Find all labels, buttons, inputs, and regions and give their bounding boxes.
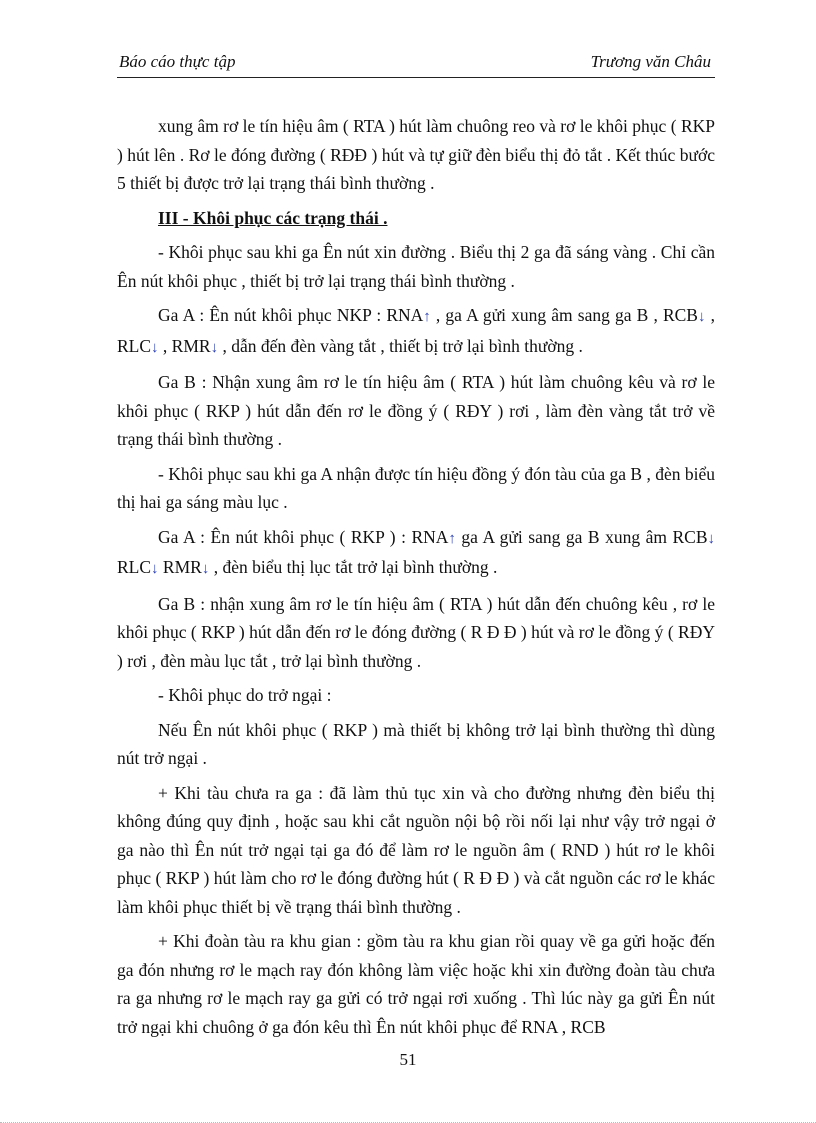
text-run: RMR: [158, 557, 202, 577]
paragraph: xung âm rơ le tín hiệu âm ( RTA ) hút làm chuông reo và rơ le khôi phục ( RKP ) hút lên . Rơ le đóng đường ( RĐĐ ) hút và tự giữ đèn biểu thị đỏ tắt . Kết thúc bước 5 thiết bị được trở lại trạng thái bình thường .: [117, 116, 715, 193]
paragraph: + Khi tàu chưa ra ga : đã làm thủ tục xin và cho đường nhưng đèn biểu thị không đúng quy định , hoặc sau khi cắt nguồn nội bộ rồi nối lại như vậy trở ngại ở ga nào thì Ên nút trở ngại tại ga đó để làm rơ le nguồn âm ( RND ) hút rơ le khôi phục ( RKP ) hút làm cho rơ le đóng đường hút ( R Đ Đ ) và cắt nguồn các rơ le khác làm khôi phục thiết bị về trạng thái bình thường .: [117, 782, 715, 917]
header-author: Trương văn Châu: [590, 52, 711, 71]
arrow-up-icon: ↑: [423, 309, 431, 325]
text-run: , ga A gửi xung âm sang ga B , RCB: [430, 305, 698, 325]
paragraph-ga-a-2: [117, 523, 715, 584]
text-run: , dẫn đến đèn vàng tắt , thiết bị trở lại bình thường .: [218, 335, 583, 356]
arrow-down-icon: ↓: [151, 561, 159, 577]
header-divider: [117, 77, 715, 78]
text-run: Ga A : Ên nút khôi phục ( RKP ) : RNA: [158, 526, 449, 547]
arrow-down-icon: ↓: [697, 309, 706, 325]
paragraph: - Khôi phục sau khi ga Ên nút xin đường . Biểu thị 2 ga đã sáng vàng . Chỉ cần Ên nút khôi phục , thiết bị trở lại trạng thái bình thường .: [117, 242, 715, 291]
paragraph: Ga B : Nhận xung âm rơ le tín hiệu âm ( RTA ) hút làm chuông kêu và rơ le khôi phục ( RKP ) hút dẫn đến rơ le đồng ý ( RĐY ) rơi , làm đèn vàng tắt trở về trạng thái bình thường .: [117, 372, 715, 449]
paragraph: - Khôi phục sau khi ga A nhận được tín hiệu đồng ý đón tàu của ga B , đèn biểu thị hai ga sáng màu lục .: [117, 463, 715, 512]
text-run: , RLC: [117, 305, 715, 356]
section-heading-text: III - Khôi phục các trạng thái .: [158, 207, 388, 228]
arrow-down-icon: ↓: [707, 530, 715, 547]
document-body: [117, 112, 715, 1047]
arrow-up-icon: ↑: [448, 530, 456, 547]
text-run: , đèn biểu thị lục tắt trở lại bình thường .: [209, 557, 498, 577]
section-heading: [117, 204, 715, 233]
paragraph: + Khi đoàn tàu ra khu gian : gồm tàu ra khu gian rồi quay về ga gửi hoặc đến ga đón nhưng rơ le mạch ray đón không làm việc hoặc khi xin đường đoàn tàu chưa ra ga nhưng rơ le mạch ray ga gửi có trở ngại rơi xuống . Thì lúc này ga gửi Ên nút trở ngại khi chuông ở ga đón kêu thì Ên nút khôi phục để RNA , RCB: [117, 931, 715, 1037]
arrow-down-icon: ↓: [151, 339, 159, 356]
header-report-title: Báo cáo thực tập: [119, 52, 236, 71]
page-header: [119, 52, 713, 76]
page-number: 51: [399, 1050, 417, 1069]
text-run: RLC: [117, 557, 152, 577]
text-run: , RMR: [158, 335, 211, 356]
paragraph: - Khôi phục do trở ngại :: [158, 685, 332, 705]
paragraph: Nếu Ên nút khôi phục ( RKP ) mà thiết bị không trở lại bình thường thì dùng nút trở ngại .: [117, 719, 715, 768]
text-run: Ga A : Ên nút khôi phục NKP : RNA: [158, 305, 424, 325]
arrow-down-icon: ↓: [201, 561, 210, 577]
paragraph: Ga B : nhận xung âm rơ le tín hiệu âm ( RTA ) hút dẫn đến chuông kêu , rơ le khôi phục ( RKP ) hút dẫn đến rơ le đóng đường ( R Đ Đ ) hút và rơ le đồng ý ( RĐY ) rơi , đèn màu lục tắt , trở lại bình thường .: [117, 593, 715, 671]
text-run: ga A gửi sang ga B xung âm RCB: [455, 526, 708, 547]
paragraph-ga-a-1: [117, 301, 715, 362]
arrow-down-icon: ↓: [210, 339, 219, 356]
